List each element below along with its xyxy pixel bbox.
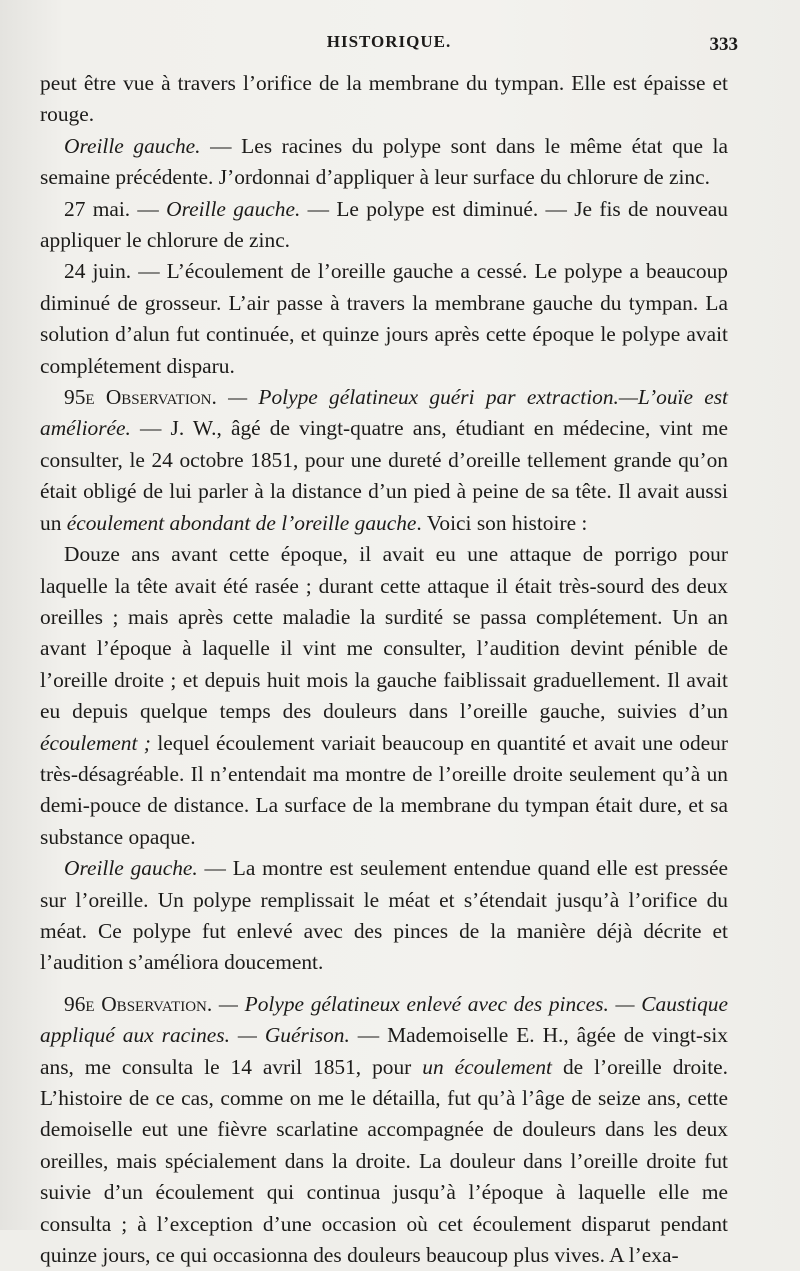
paragraph-text: — La montre est seulement entendue quand elle est pressée sur l’oreille. Un polype remplissait le méat et s’étendait jusqu’à l’orifice du méat. Ce polype fut enlevé avec des pinces de la manière déjà décrite et l’audition s’améliora doucement.: [40, 856, 728, 975]
emphasis-text: un écoulement: [422, 1054, 552, 1079]
paragraph-text: peut être vue à travers l’orifice de la membrane du tympan. Elle est épaisse et rouge.: [40, 71, 728, 127]
paragraph: [40, 853, 728, 979]
paragraph-lead: Oreille gauche.: [166, 196, 301, 221]
paragraph: [40, 194, 728, 257]
paragraph-date: 27 mai. —: [64, 196, 167, 221]
paragraph: [40, 539, 728, 853]
observation-title: — Polype gélatineux guéri par extraction.—L’ouïe est améliorée.: [40, 385, 728, 441]
paragraph-text: — Le polype est diminué. — Je fis de nouveau appliquer le chlorure de zinc.: [40, 196, 729, 253]
paragraph: [40, 68, 728, 131]
paragraph-text: Douze ans avant cette époque, il avait eu une attaque de porrigo pour laquelle la tête avait été rasée ; durant cette attaque il était très-sourd des deux oreilles ; mais après cette maladie la surdité se passa complétement. Un an avant l’époque à laquelle il vint me consulter, l’audition devint pénible de l’oreille droite ; et depuis huit mois la gauche faiblissait graduellement. Il avait eu depuis quelque temps des douleurs dans l’oreille gauche, suivies d’un: [40, 542, 728, 724]
observation-paragraph: [40, 989, 728, 1271]
paragraph-text: lequel écoulement variait beaucoup en quantité et avait une odeur très-désagréable. Il n’entendait ma montre de l’oreille droite seulement qu’à un demi-pouce de distance. La surface de la membrane du tympan était dure, et sa substance opaque.: [40, 730, 728, 849]
emphasis-text: écoulement abondant de l’oreille gauche: [66, 510, 417, 535]
observation-paragraph: [40, 382, 728, 539]
observation-label: 95e Observation.: [64, 385, 217, 410]
body-text: [40, 68, 728, 1271]
paragraph-lead: Oreille gauche.: [64, 133, 201, 158]
running-title: HISTORIQUE.: [326, 32, 452, 51]
paragraph-text: 24 juin. — L’écoulement de l’oreille gauche a cessé. Le polype a beaucoup diminué de grosseur. L’air passe à travers la membrane gauche du tympan. La solution d’alun fut continuée, et quinze jours après cette époque le polype avait complétement disparu.: [40, 259, 728, 378]
observation-title: — Polype gélatineux enlevé avec des pinces. — Caustique appliqué aux racines. — Guérison.: [40, 991, 728, 1048]
page-header: [40, 30, 738, 58]
paragraph-text: — J. W., âgé de vingt-quatre ans, étudiant en médecine, vint me consulter, le 24 octobre 1851, pour une dureté d’oreille tellement grande qu’on était obligé de lui parler à la distance d’un pied à peine de sa tête. Il avait aussi un: [40, 416, 728, 535]
observation-label: 96e Observation.: [64, 991, 213, 1016]
paragraph-text: de l’oreille droite. L’histoire de ce cas, comme on me le détailla, fut qu’à l’âge de seize ans, cette demoiselle eut une fièvre scarlatine accompagnée de douleurs dans les deux oreilles, mais spécialement dans la droite. La douleur dans l’oreille droite fut suivie d’un écoulement qui continua jusqu’à l’époque à laquelle elle me consulta ; à l’exception d’une occasion où cet écoulement disparut pendant quinze jours, ce qui occasionna des douleurs beaucoup plus vives. A l’exa-: [40, 1054, 728, 1268]
paragraph: [40, 131, 728, 194]
paragraph-text: . Voici son histoire :: [416, 510, 588, 535]
paragraph-text: — Les racines du polype sont dans le même état que la semaine précédente. J’ordonnai d’appliquer à leur surface du chlorure de zinc.: [40, 133, 728, 190]
paragraph-lead: Oreille gauche.: [64, 856, 198, 881]
page-number: 333: [709, 34, 738, 55]
paragraph-text: — Mademoiselle E. H., âgée de vingt-six ans, me consulta le 14 avril 1851, pour: [40, 1023, 728, 1079]
emphasis-text: écoulement ;: [40, 730, 151, 755]
paragraph: [40, 256, 728, 382]
